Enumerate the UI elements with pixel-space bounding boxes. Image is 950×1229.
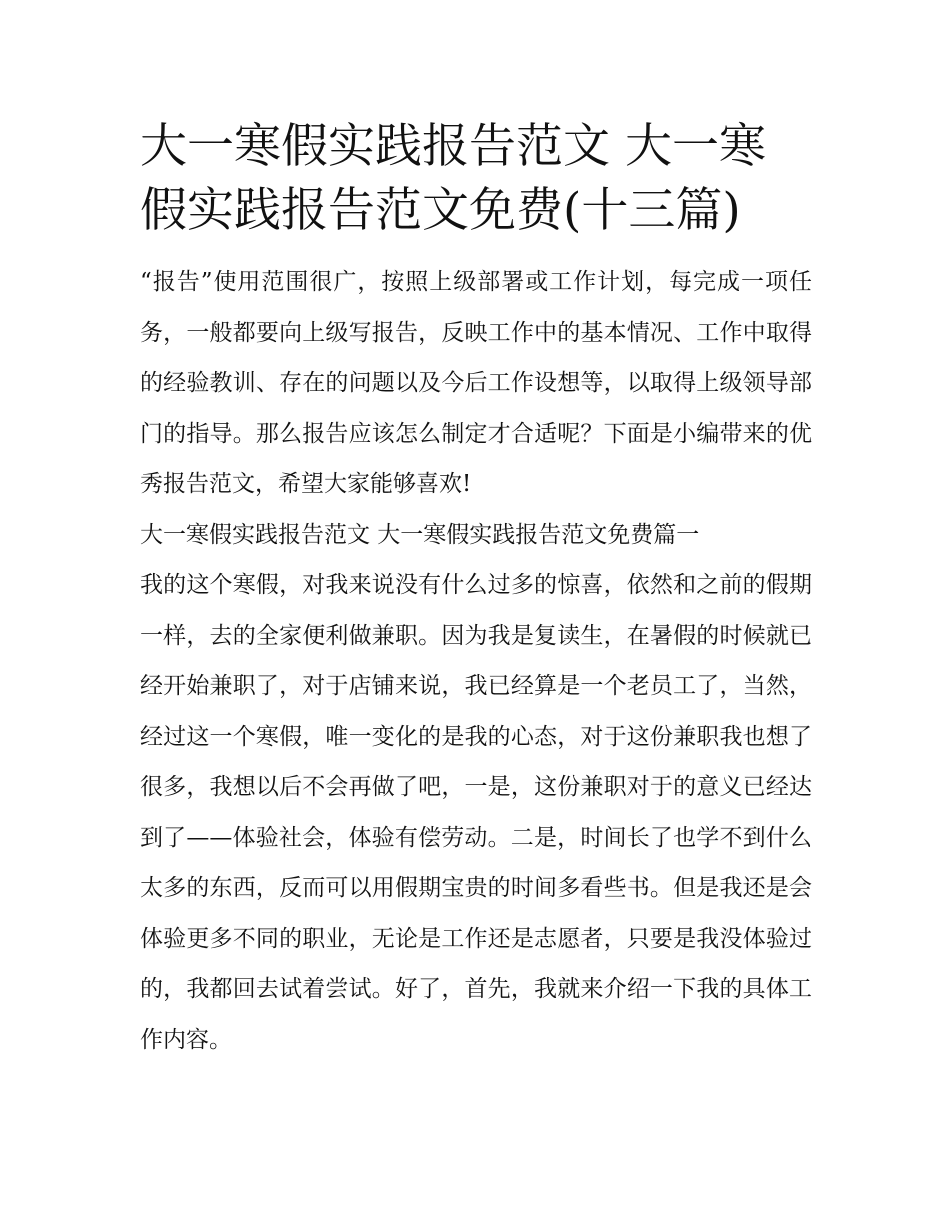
document-content [140, 115, 812, 1065]
intro-paragraph: “报告”使用范围很广，按照上级部署或工作计划，每完成一项任务，一般都要向上级写报告，反映工作中的基本情况、工作中取得的经验教训、存在的问题以及今后工作设想等，以取得上级领导部门的指导。那么报告应该怎么制定才合适呢？下面是小编带来的优秀报告范文，希望大家能够喜欢! [140, 269, 812, 497]
body-paragraph: 我的这个寒假，对我来说没有什么过多的惊喜，依然和之前的假期一样，去的全家便利做兼职。因为我是复读生，在暑假的时候就已经开始兼职了，对于店铺来说，我已经算是一个老员工了，当然，经过这一个寒假，唯一变化的是我的心态，对于这份兼职我也想了很多，我想以后不会再做了吧，一是，这份兼职对于的意义已经达到了——体验社会，体验有偿劳动。二是，时间长了也学不到什么太多的东西，反而可以用假期宝贵的时间多看些书。但是我还是会体验更多不同的职业，无论是工作还是志愿者，只要是我没体验过的，我都回去试着尝试。好了，首先，我就来介绍一下我的具体工作内容。 [140, 572, 812, 1053]
document-title: 大一寒假实践报告范文 大一寒假实践报告范文免费(十三篇) [140, 119, 766, 238]
section-heading: 大一寒假实践报告范文 大一寒假实践报告范文免费篇一 [140, 521, 700, 548]
